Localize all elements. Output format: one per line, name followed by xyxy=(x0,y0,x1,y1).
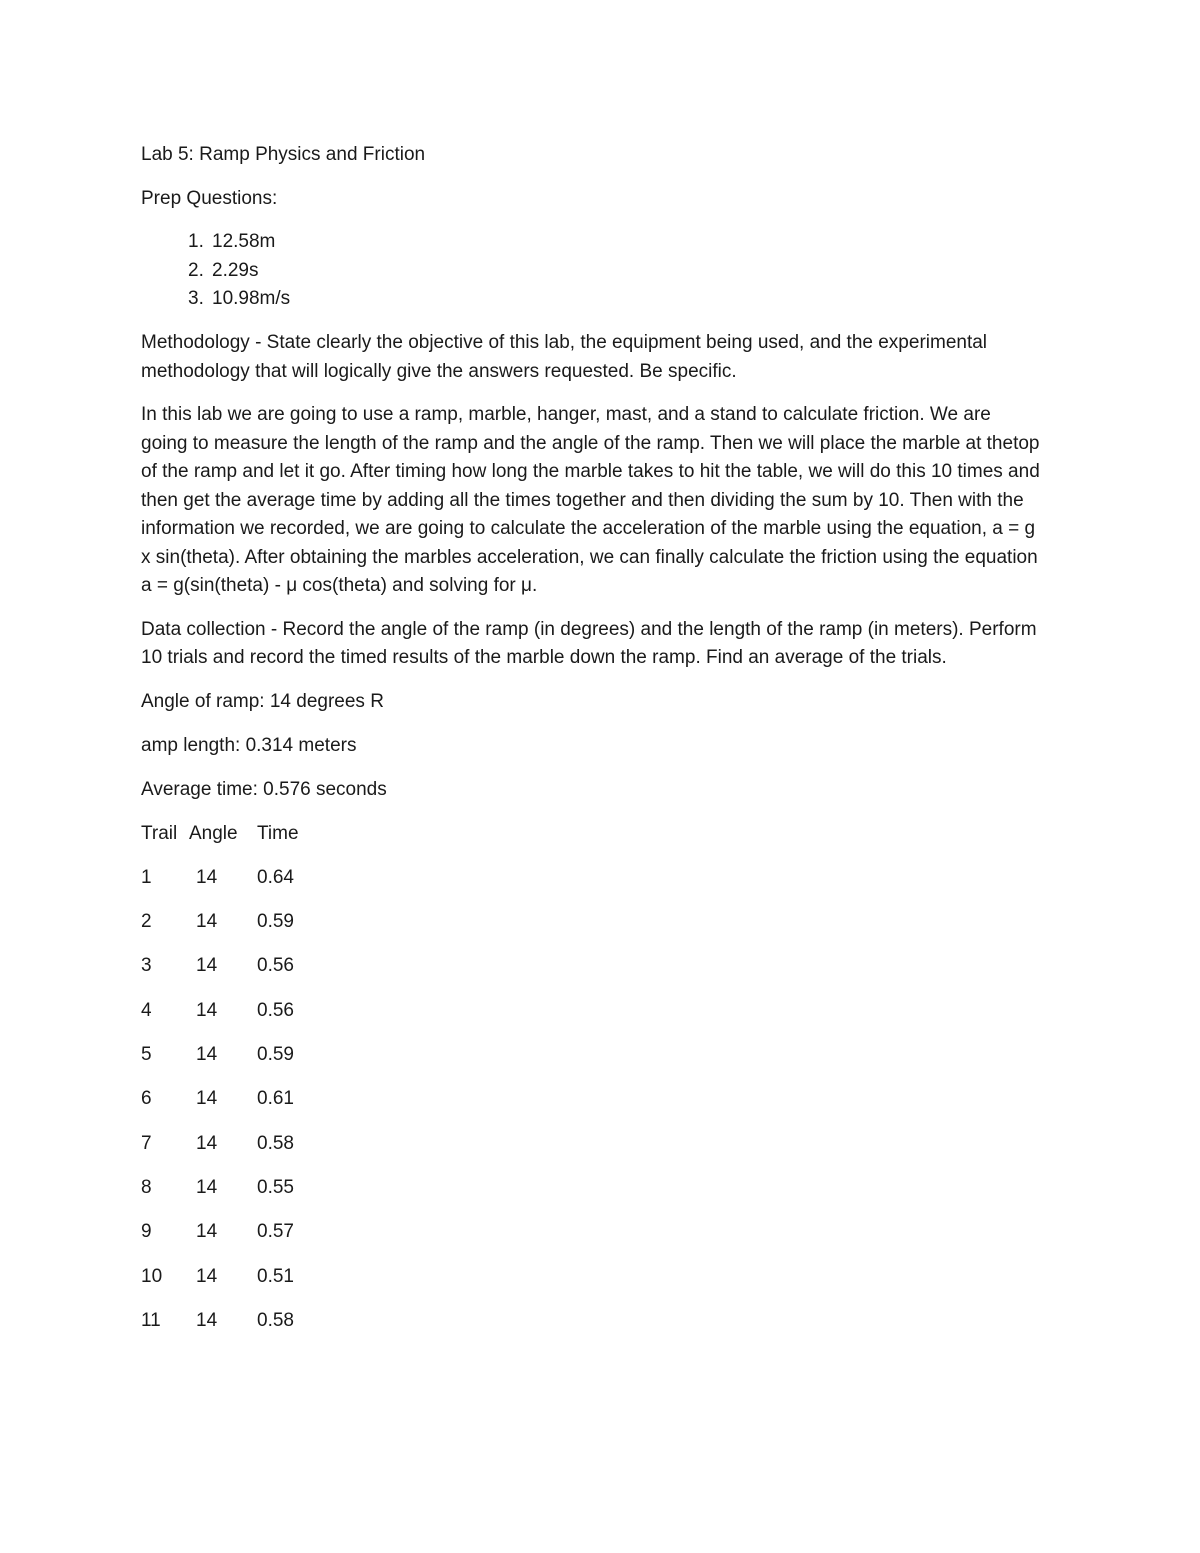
cell-trail: 4 xyxy=(141,999,152,1021)
cell-angle: 14 xyxy=(196,1044,218,1066)
table-row xyxy=(141,997,1041,1041)
cell-trail: 2 xyxy=(141,911,152,933)
document-title: Lab 5: Ramp Physics and Friction xyxy=(141,144,426,165)
table-row xyxy=(141,864,1041,908)
header-time: Time xyxy=(257,822,299,844)
table-row xyxy=(141,1307,1041,1351)
cell-time: 0.58 xyxy=(257,1132,294,1154)
cell-trail: 6 xyxy=(141,1088,152,1110)
table-row xyxy=(141,1174,1041,1218)
header-trail: Trail xyxy=(141,822,178,844)
table-row xyxy=(141,1085,1041,1129)
cell-angle: 14 xyxy=(196,911,218,933)
average-time: Average time: 0.576 seconds xyxy=(141,778,387,800)
cell-angle: 14 xyxy=(196,1176,218,1198)
cell-trail: 10 xyxy=(141,1265,163,1287)
cell-trail: 8 xyxy=(141,1176,152,1198)
cell-time: 0.58 xyxy=(257,1309,294,1331)
cell-trail: 1 xyxy=(141,866,152,888)
table-row xyxy=(141,1130,1041,1174)
prep-answers-list xyxy=(141,228,1041,314)
data-collection-prompt: Data collection - Record the angle of the ramp (in degrees) and the length of the ramp (in meters). Perform 10 trials and record the timed results of the marble down the ramp. Find an average of the trials. xyxy=(141,618,1037,669)
header-angle: Angle xyxy=(189,822,238,844)
methodology-prompt: Methodology - State clearly the objective of this lab, the equipment being used, and the experimental methodology that will logically give the answers requested. Be specific. xyxy=(141,332,988,382)
cell-time: 0.64 xyxy=(257,866,294,888)
cell-time: 0.59 xyxy=(257,911,294,933)
cell-time: 0.55 xyxy=(257,1176,294,1198)
prep-questions-heading: Prep Questions: xyxy=(141,187,278,209)
cell-angle: 14 xyxy=(196,1265,218,1287)
list-item-number: 3. xyxy=(188,288,204,310)
cell-time: 0.56 xyxy=(257,955,294,977)
cell-angle: 14 xyxy=(196,1132,218,1154)
list-item-value: 12.58m xyxy=(212,231,276,252)
table-row xyxy=(141,908,1041,952)
list-item-value: 2.29s xyxy=(212,259,259,281)
cell-time: 0.61 xyxy=(257,1088,294,1110)
cell-trail: 7 xyxy=(141,1132,152,1154)
cell-angle: 14 xyxy=(196,1088,218,1110)
table-body xyxy=(141,864,1041,1351)
list-item xyxy=(141,285,1041,314)
table-row xyxy=(141,1218,1041,1262)
document-body xyxy=(141,141,1041,1351)
list-item-number: 2. xyxy=(188,259,204,281)
cell-trail: 9 xyxy=(141,1221,152,1243)
list-item-value: 10.98m/s xyxy=(212,288,291,310)
cell-angle: 14 xyxy=(196,1221,218,1243)
table-row xyxy=(141,952,1041,996)
cell-time: 0.51 xyxy=(257,1265,294,1287)
cell-time: 0.59 xyxy=(257,1044,294,1066)
ramp-length: amp length: 0.314 meters xyxy=(141,734,357,756)
list-item xyxy=(141,228,1041,257)
table-row xyxy=(141,1041,1041,1085)
cell-time: 0.57 xyxy=(257,1221,294,1243)
trials-table xyxy=(141,820,1041,1352)
table-header-row xyxy=(141,820,1041,864)
cell-angle: 14 xyxy=(196,955,218,977)
cell-trail: 3 xyxy=(141,955,152,977)
angle-of-ramp: Angle of ramp: 14 degrees R xyxy=(141,690,384,712)
cell-time: 0.56 xyxy=(257,999,294,1021)
cell-trail: 11 xyxy=(141,1309,161,1331)
cell-angle: 14 xyxy=(196,1309,218,1331)
cell-trail: 5 xyxy=(141,1044,152,1066)
list-item-number: 1. xyxy=(188,231,204,252)
methodology-text: In this lab we are going to use a ramp, marble, hanger, mast, and a stand to calculate friction. We are going to measure the length of the ramp and the angle of the ramp. Then we will place the marble at thetop of the ramp and let it go. After timing how long the marble takes to hit the table, we will do this 10 times and then get the average time by adding all the times together and then dividing the sum by 10. Then with the information we recorded, we are going to calculate the acceleration of the marble using the equation, a = g x sin(theta). After obtaining the marbles acceleration, we can finally calculate the friction using the equation a = g(sin(theta) - μ cos(theta) and solving for μ. xyxy=(141,404,1040,597)
cell-angle: 14 xyxy=(196,866,218,888)
list-item xyxy=(141,257,1041,286)
table-row xyxy=(141,1263,1041,1307)
cell-angle: 14 xyxy=(196,999,218,1021)
